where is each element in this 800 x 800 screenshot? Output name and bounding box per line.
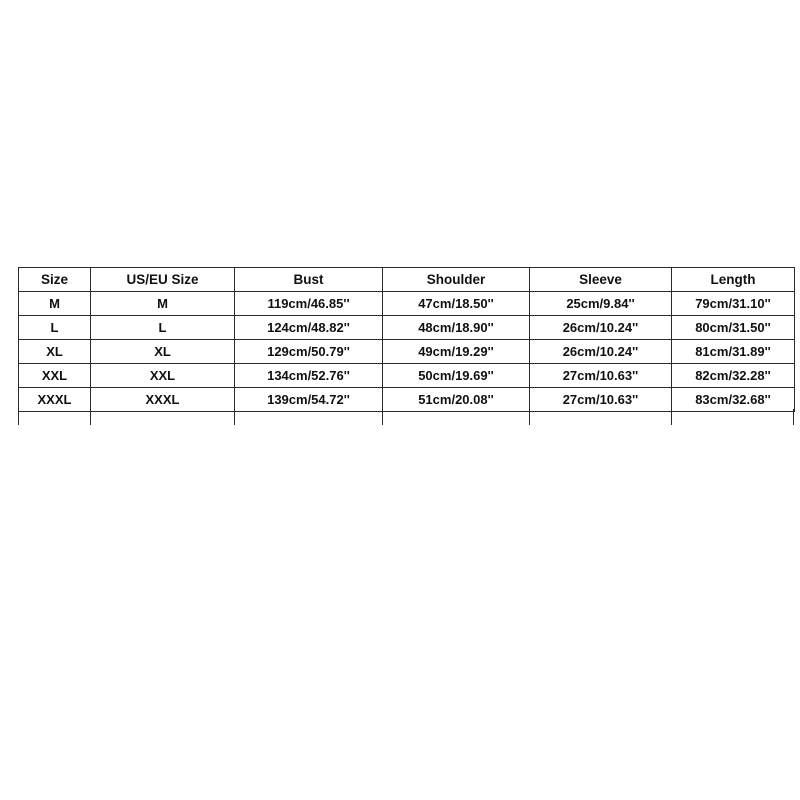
cell-length: 82cm/32.28'' — [672, 364, 795, 388]
cell-size: XXL — [19, 364, 91, 388]
cell-sleeve: 27cm/10.63'' — [530, 364, 672, 388]
cell-length: 79cm/31.10'' — [672, 292, 795, 316]
cell-shoulder: 47cm/18.50'' — [383, 292, 530, 316]
column-divider-stub — [90, 409, 91, 425]
cell-sleeve: 26cm/10.24'' — [530, 316, 672, 340]
column-header-shoulder: Shoulder — [383, 268, 530, 292]
cell-shoulder: 51cm/20.08'' — [383, 388, 530, 412]
cell-size: XXXL — [19, 388, 91, 412]
column-divider-stub — [671, 409, 672, 425]
cell-bust: 129cm/50.79'' — [235, 340, 383, 364]
table-row — [19, 364, 795, 388]
cell-us-eu-size: XXL — [91, 364, 235, 388]
cell-size: M — [19, 292, 91, 316]
column-divider-stub — [18, 409, 19, 425]
column-divider-stub — [382, 409, 383, 425]
cell-sleeve: 26cm/10.24'' — [530, 340, 672, 364]
column-header-sleeve: Sleeve — [530, 268, 672, 292]
column-divider-stub — [793, 409, 794, 425]
size-chart-table — [18, 267, 795, 412]
cell-us-eu-size: M — [91, 292, 235, 316]
cell-us-eu-size: XXXL — [91, 388, 235, 412]
table-row — [19, 388, 795, 412]
cell-sleeve: 27cm/10.63'' — [530, 388, 672, 412]
cell-bust: 134cm/52.76'' — [235, 364, 383, 388]
cell-size: XL — [19, 340, 91, 364]
cell-shoulder: 50cm/19.69'' — [383, 364, 530, 388]
cell-us-eu-size: XL — [91, 340, 235, 364]
column-header-bust: Bust — [235, 268, 383, 292]
cell-sleeve: 25cm/9.84'' — [530, 292, 672, 316]
cell-length: 80cm/31.50'' — [672, 316, 795, 340]
column-header-us-eu-size: US/EU Size — [91, 268, 235, 292]
cell-size: L — [19, 316, 91, 340]
cell-shoulder: 48cm/18.90'' — [383, 316, 530, 340]
table-row — [19, 292, 795, 316]
column-divider-stub — [234, 409, 235, 425]
cell-bust: 139cm/54.72'' — [235, 388, 383, 412]
table-row — [19, 340, 795, 364]
cell-us-eu-size: L — [91, 316, 235, 340]
column-header-length: Length — [672, 268, 795, 292]
cell-length: 81cm/31.89'' — [672, 340, 795, 364]
column-divider-stub — [529, 409, 530, 425]
cell-bust: 124cm/48.82'' — [235, 316, 383, 340]
table-row — [19, 316, 795, 340]
cell-shoulder: 49cm/19.29'' — [383, 340, 530, 364]
table-header-row — [19, 268, 795, 292]
cell-bust: 119cm/46.85'' — [235, 292, 383, 316]
column-header-size: Size — [19, 268, 91, 292]
cell-length: 83cm/32.68'' — [672, 388, 795, 412]
